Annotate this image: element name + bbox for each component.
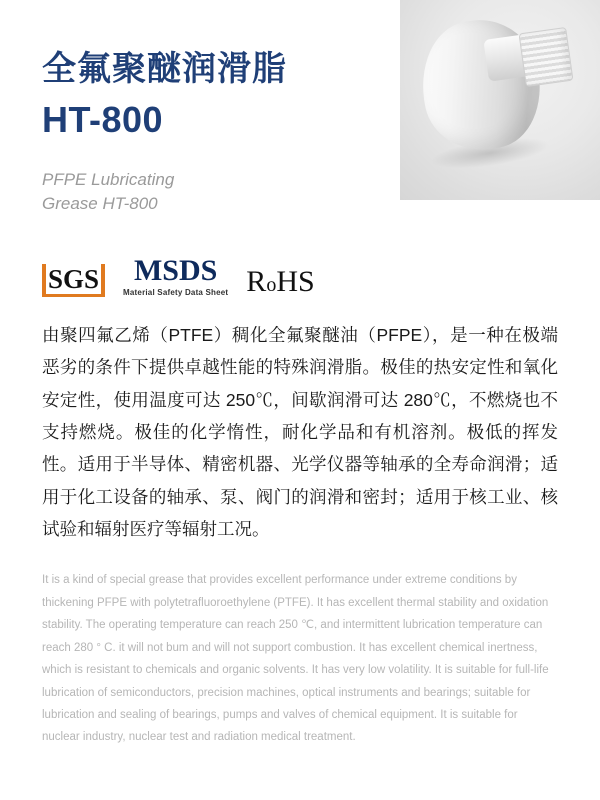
msds-label: MSDS [133, 253, 218, 287]
subtitle-line-2: Grease HT-800 [42, 194, 158, 214]
sgs-icon [42, 264, 105, 297]
rohs-icon [246, 264, 315, 298]
page-title-chinese: 全氟聚醚润滑脂 [42, 50, 287, 88]
msds-icon [123, 253, 229, 297]
sgs-bar-bottom [42, 294, 105, 297]
page-title-product-code: HT-800 [42, 98, 164, 140]
msds-caption: Material Safety Data Sheet [123, 287, 229, 297]
rohs-label-o: o [266, 273, 277, 296]
sgs-bar-left [42, 264, 46, 297]
subtitle-english [42, 168, 558, 217]
sgs-bar-right [101, 264, 105, 297]
certification-logo-row [42, 251, 558, 297]
description-chinese: 由聚四氟乙烯（PTFE）稠化全氟聚醚油（PFPE），是一种在极端恶劣的条件下提供卓越性能的特殊润滑脂。极佳的热安定性和氧化安定性，使用温度可达 250℃，间歇润滑可达 280℃，不燃烧也不支持燃烧。极佳的化学惰性，耐化学品和有机溶剂。极低的挥发性。适用于半导体、精密机器、光学仪器等轴承的全寿命润滑；适用于化工设备的轴承、泵、阀门的润滑和密封；适用于核工业、核试验和辐射医疗等辐射工况。 [42, 324, 558, 540]
rohs-label-hs: HS [276, 264, 315, 298]
sgs-label: SGS [48, 263, 100, 294]
description-english: It is a kind of special grease that provides excellent performance under extreme conditions by thickening PFPE with polytetrafluoroethylene (PTFE). It has excellent thermal stability and oxidation stability. The operating temperature can reach 250 ℃, and intermittent lubrication temperature can reach 280 ° C. it will not bum and will not support combustion. It has excellent chemical inertness, which is resistant to chemicals and organic solvents. It has very low volatility. It is suitable for full-life lubrication of semiconductors, precision machines, optical instruments and bearings; suitable for lubrication and sealing of bearings, pumps and valves of chemical equipment. It is suitable for nuclear industry, nuclear test and radiation medical treatment. [42, 574, 549, 744]
rohs-label-r: R [246, 264, 267, 298]
subtitle-line-1: PFPE Lubricating [42, 169, 175, 189]
